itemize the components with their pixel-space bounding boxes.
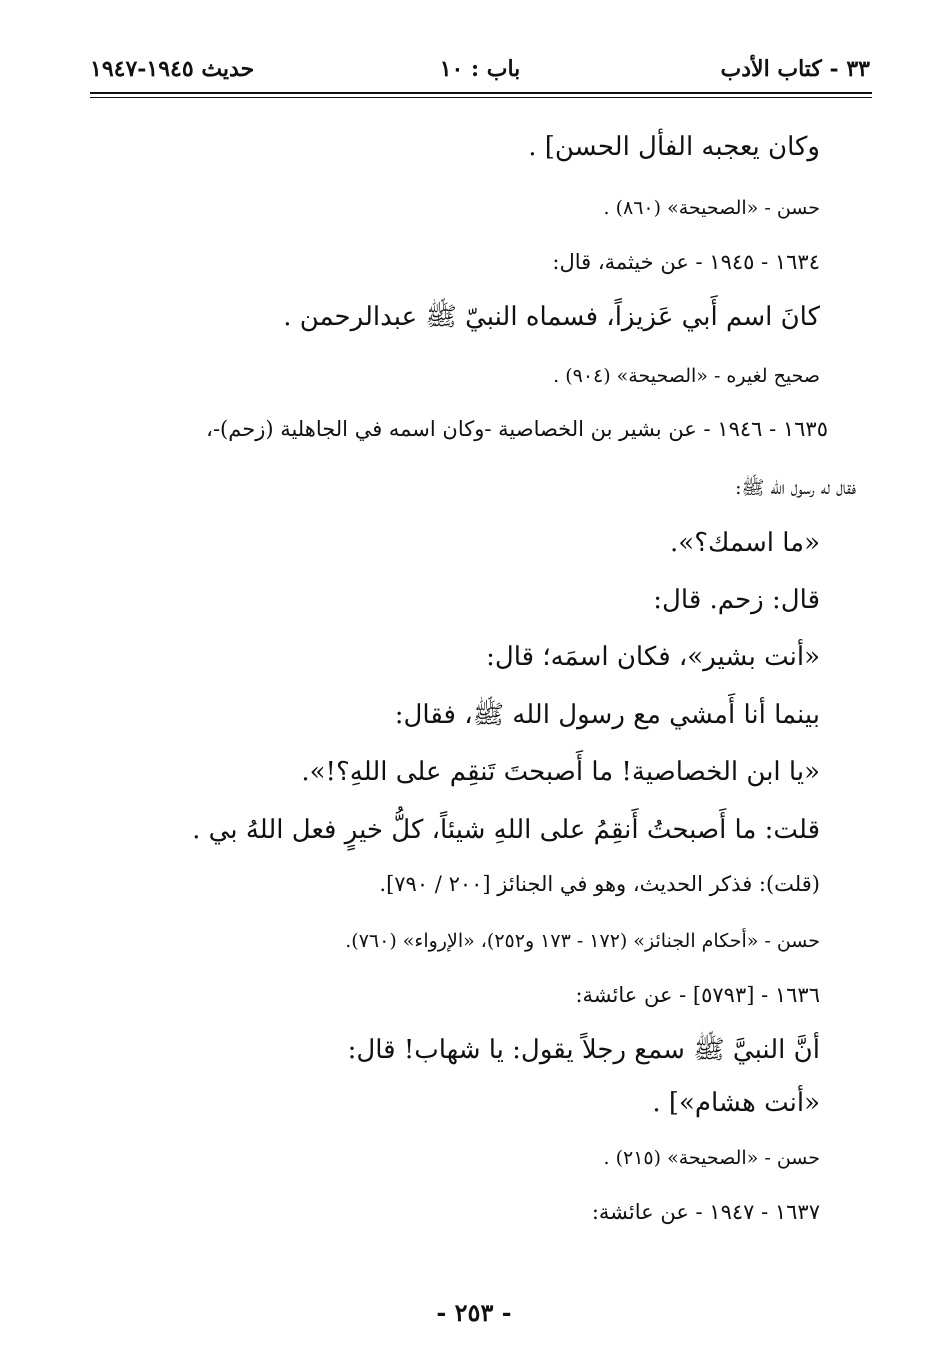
text-line: أنَّ النبيَّ ﷺ سمع رجلاً يقول: يا شهاب! قال: (347, 1035, 820, 1065)
chapter-title: ٣٣ - كتاب الأدب (720, 56, 870, 82)
page-number: - ٢٥٣ - (436, 1298, 512, 1327)
header-rule-top (90, 92, 872, 94)
text-line: قال: زحم. قال: (653, 585, 820, 615)
header-rule-bottom (90, 97, 872, 98)
hadith-heading: ١٦٣٦ - [٥٧٩٣] - عن عائشة: (575, 983, 820, 1007)
text-line: قلت: ما أَصبحتُ أَنقِمُ على اللهِ شيئاً، كلُّ خيرٍ فعل اللهُ بي . (192, 815, 820, 845)
section-label: باب : ١٠ (439, 56, 521, 82)
hadith-heading: ١٦٣٧ - ١٩٤٧ - عن عائشة: (591, 1200, 820, 1224)
text-line: «ما اسمك؟». (670, 528, 820, 558)
text-line: كانَ اسم أَبي عَزيزاً، فسماه النبيّ ﷺ عبدالرحمن . (283, 302, 820, 332)
hadith-heading: ١٦٣٥ - ١٩٤٦ - عن بشير بن الخصاصية -وكان اسمه في الجاهلية (زحم)-، (206, 417, 828, 441)
hadith-heading: ١٦٣٤ - ١٩٤٥ - عن خيثمة، قال: (552, 250, 820, 274)
text-line: «أنت هشام»] . (652, 1088, 820, 1118)
text-line: وكان يعجبه الفأل الحسن] . (528, 132, 820, 162)
text-line: «يا ابن الخصاصية! ما أَصبحتَ تَنقِم على اللهِ؟!». (301, 757, 820, 787)
text-line: بينما أنا أَمشي مع رسول الله ﷺ، فقال: (394, 700, 820, 730)
text-line: فقال له رسول الله ﷺ: (735, 477, 856, 499)
hadith-range: حديث ١٩٤٥-١٩٤٧ (90, 56, 255, 82)
grading-line: حسن - «الصحيحة» (٨٦٠) . (603, 197, 820, 219)
grading-line: حسن - «أحكام الجنائز» (١٧٢ - ١٧٣ و٢٥٢)، «الإرواء» (٧٦٠). (345, 930, 820, 952)
text-line: «أنت بشير»، فكان اسمَه؛ قال: (486, 642, 820, 672)
page-header (90, 50, 870, 90)
grading-line: صحيح لغيره - «الصحيحة» (٩٠٤) . (553, 365, 820, 387)
note-line: (قلت): فذكر الحديث، وهو في الجنائز [٢٠٠ / ٧٩٠]. (379, 872, 820, 896)
grading-line: حسن - «الصحيحة» (٢١٥) . (603, 1147, 820, 1169)
